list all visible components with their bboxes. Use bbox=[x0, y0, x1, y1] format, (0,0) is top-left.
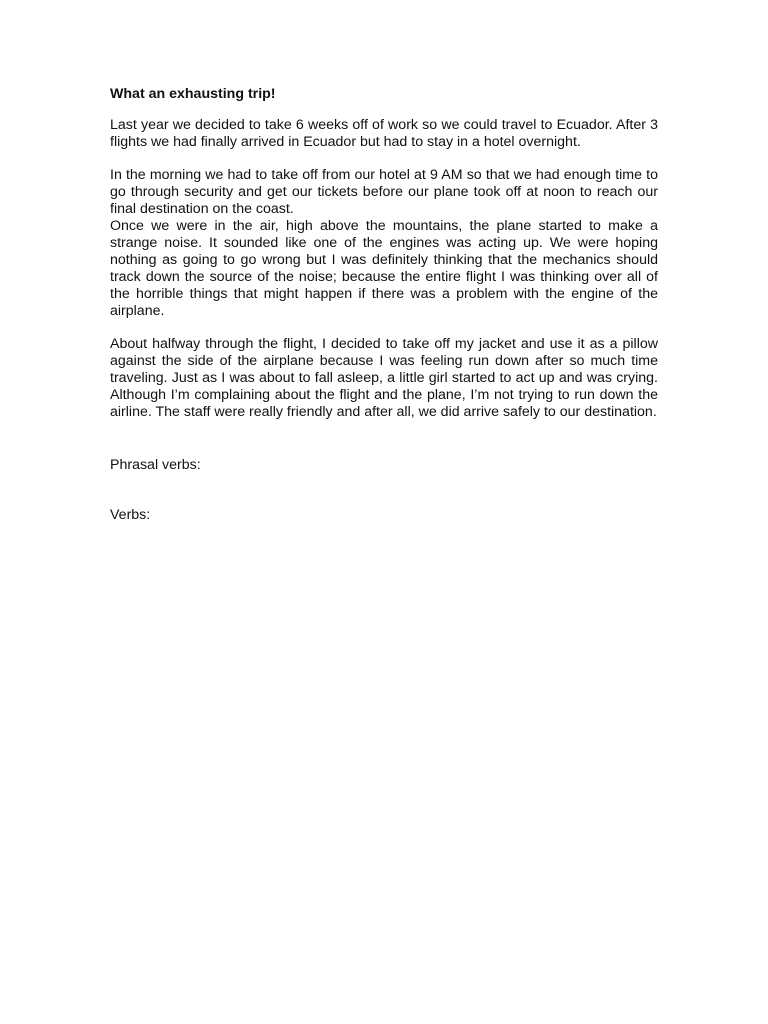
paragraph-4: About halfway through the flight, I decided to take off my jacket and use it as a pillow against the side of the airplane because I was feeling run down after so much time traveling. Just as I was about to fall asleep, a little girl started to act up and was crying. Although I’m complaining about the flight and the plane, I’m not trying to run down the airline. The staff were really friendly and after all, we did arrive safely to our destination. bbox=[110, 336, 658, 420]
paragraph-3: Once we were in the air, high above the mountains, the plane started to make a strange noise. It sounded like one of the engines was acting up. We were hoping nothing as going to go wrong but I was definitely thinking that the mechanics should track down the source of the noise; because the entire flight I was thinking over all of the horrible things that might happen if there was a problem with the engine of the airplane. bbox=[110, 218, 658, 319]
document-body bbox=[110, 86, 658, 524]
paragraph-2: In the morning we had to take off from our hotel at 9 AM so that we had enough time to go through security and get our tickets before our plane took off at noon to reach our final destination on the coast. bbox=[110, 167, 658, 217]
document-title: What an exhausting trip! bbox=[110, 86, 276, 102]
phrasal-verbs-label: Phrasal verbs: bbox=[110, 457, 201, 473]
verbs-label: Verbs: bbox=[110, 507, 151, 523]
paragraph-1: Last year we decided to take 6 weeks off of work so we could travel to Ecuador. After 3 flights we had finally arrived in Ecuador but had to stay in a hotel overnight. bbox=[110, 117, 658, 150]
